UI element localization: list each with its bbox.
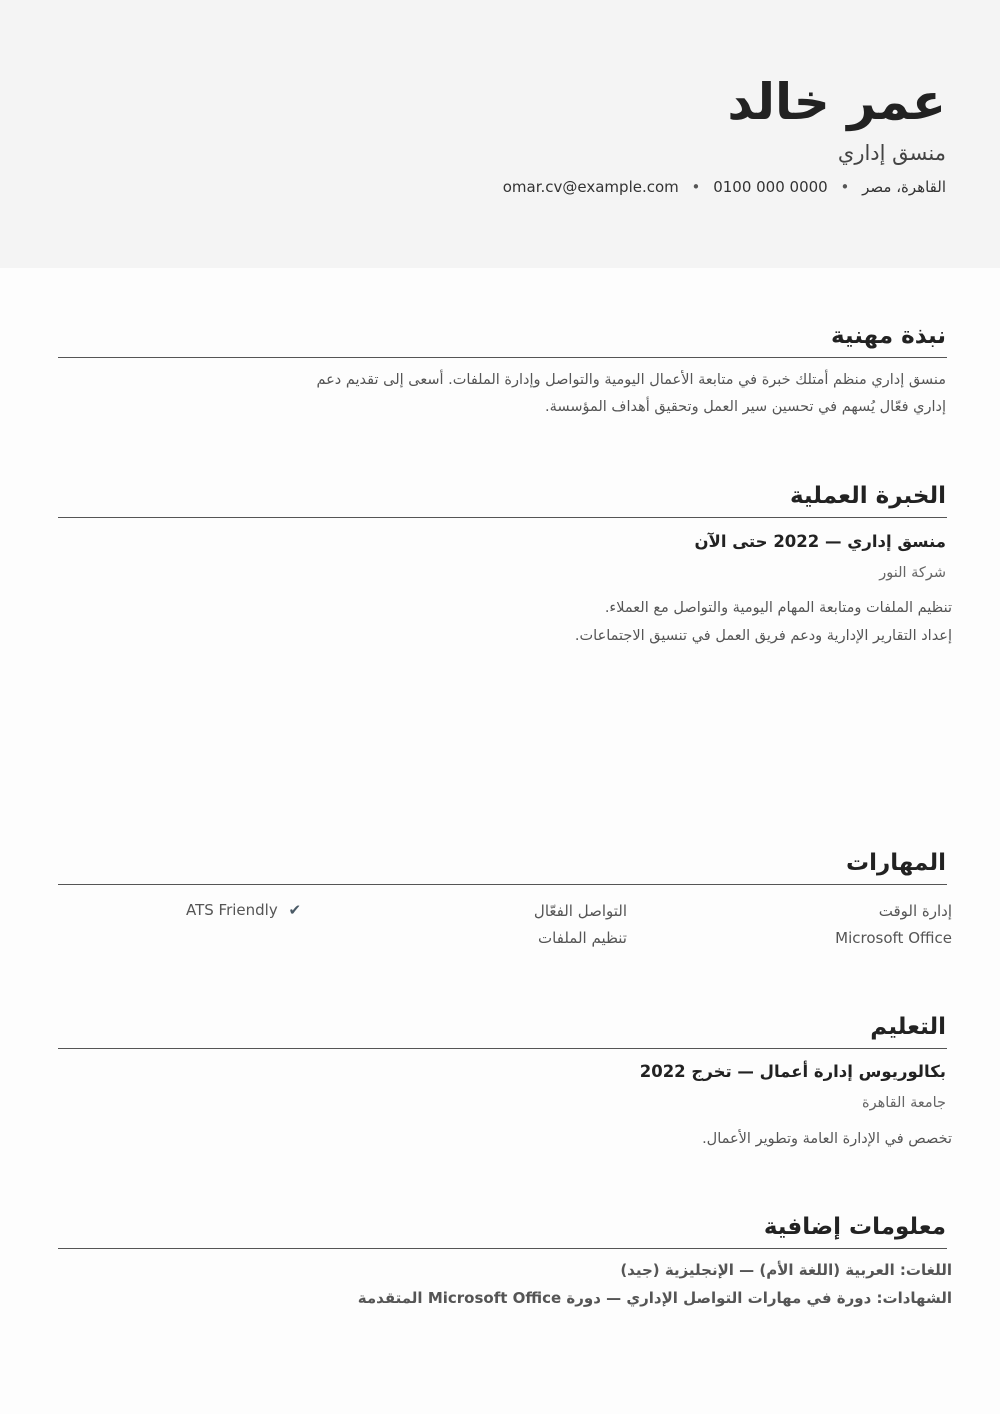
resume-header	[0, 0, 1000, 268]
school-name: جامعة القاهرة	[862, 1095, 946, 1111]
experience-title: الخبرة العملية	[789, 483, 946, 509]
person-name: عمر خالد	[727, 73, 946, 131]
company-name: شركة النور	[879, 565, 946, 581]
contact-location: القاهرة، مصر	[862, 178, 946, 196]
contact-email: omar.cv@example.com	[502, 178, 679, 196]
education-detail: تخصص في الإدارة العامة وتطوير الأعمال.	[702, 1131, 952, 1147]
contact-separator: •	[691, 178, 701, 196]
languages-line: اللغات: العربية (اللغة الأم) — الإنجليزية (جيد)	[620, 1261, 952, 1279]
summary-title: نبذة مهنية	[830, 323, 946, 349]
contact-phone: 0100 000 0000	[713, 178, 828, 196]
section-divider	[58, 517, 947, 518]
person-role: منسق إداري	[837, 141, 946, 165]
education-title: التعليم	[870, 1014, 946, 1040]
certificates-line: الشهادات: دورة في مهارات التواصل الإداري — دورة Microsoft Office المتقدمة	[357, 1289, 952, 1307]
job-title: منسق إداري — 2022 حتى الآن	[694, 532, 946, 551]
additional-title: معلومات إضافية	[763, 1214, 946, 1240]
section-divider	[58, 1248, 947, 1249]
skill-item: تنظيم الملفات	[538, 929, 627, 947]
degree-title: بكالوريوس إدارة أعمال — تخرج 2022	[639, 1062, 946, 1081]
check-icon: ✔	[288, 901, 302, 919]
contact-line	[503, 176, 946, 198]
skill-item: إدارة الوقت	[878, 902, 952, 920]
summary-line-2: إداري فعّال يُسهم في تحسين سير العمل وتحقيق أهداف المؤسسة.	[545, 399, 946, 415]
experience-bullet: إعداد التقارير الإدارية ودعم فريق العمل في تنسيق الاجتماعات.	[574, 628, 952, 644]
ats-badge	[186, 899, 301, 921]
skill-item: Microsoft Office	[835, 929, 952, 947]
section-divider	[58, 1048, 947, 1049]
contact-separator: •	[840, 178, 850, 196]
skill-item: التواصل الفعّال	[533, 902, 627, 920]
experience-bullet: تنظيم الملفات ومتابعة المهام اليومية والتواصل مع العملاء.	[604, 600, 952, 616]
summary-line-1: منسق إداري منظم أمتلك خبرة في متابعة الأعمال اليومية والتواصل وإدارة الملفات. أسعى إلى تقديم دعم	[316, 372, 946, 388]
ats-label: ATS Friendly	[186, 901, 278, 919]
section-divider	[58, 357, 947, 358]
section-divider	[58, 884, 947, 885]
skills-title: المهارات	[846, 850, 946, 876]
